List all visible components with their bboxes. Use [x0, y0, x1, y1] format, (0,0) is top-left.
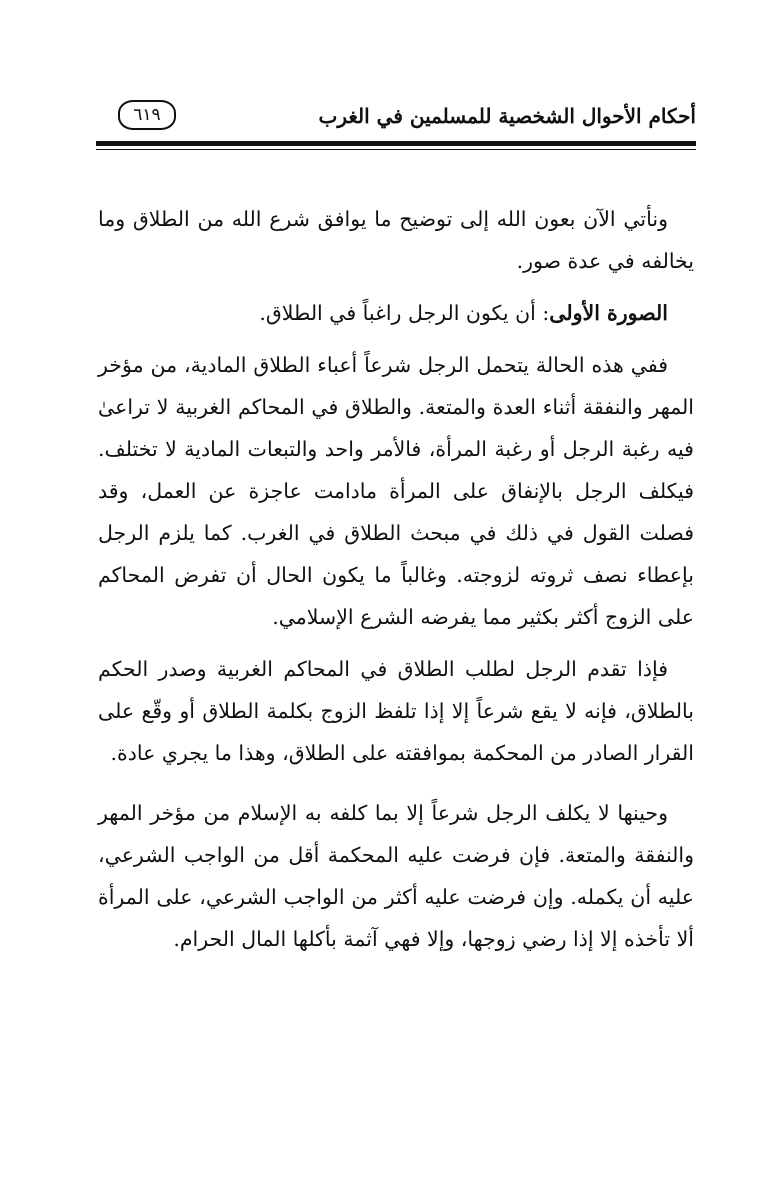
paragraph-intro: ونأتي الآن بعون الله إلى توضيح ما يوافق شرع الله من الطلاق وما يخالفه في عدة صور.: [98, 207, 694, 273]
paragraph-court-divorce: فإذا تقدم الرجل لطلب الطلاق في المحاكم الغربية وصدر الحكم بالطلاق، فإنه لا يقع شرعاً إلا إذا تلفظ الزوج بكلمة الطلاق أو وقّع على القرار الصادر من المحكمة بموافقته على الطلاق، وهذا ما يجري عادة.: [98, 657, 694, 765]
first-case-text: : أن يكون الرجل راغباً في الطلاق.: [259, 301, 550, 325]
page-header: [96, 100, 696, 140]
body-text: [98, 198, 694, 960]
first-case-heading: الصورة الأولى: [549, 301, 668, 325]
paragraph-financial-burdens: ففي هذه الحالة يتحمل الرجل شرعاً أعباء الطلاق المادية، من مؤخر المهر والنفقة أثناء العدة والمتعة. والطلاق في المحاكم الغربية لا تراعىٰ فيه رغبة الرجل أو رغبة المرأة، فالأمر واحد والتبعات المادية لا تختلف. فيكلف الرجل بالإنفاق على المرأة مادامت عاجزة عن العمل، وقد فصلت القول في ذلك في مبحث الطلاق في الغرب. كما يلزم الرجل بإعطاء نصف ثروته لزوجته. وغالباً ما يكون الحال أن تفرض المحاكم على الزوج أكثر بكثير مما يفرضه الشرع الإسلامي.: [98, 353, 694, 629]
header-rule-thick: [96, 141, 696, 146]
paragraph-obligations: وحينها لا يكلف الرجل شرعاً إلا بما كلفه به الإسلام من مؤخر المهر والنفقة والمتعة. فإن فرضت عليه المحكمة أقل من الواجب الشرعي، عليه أن يكمله. وإن فرضت عليه أكثر من الواجب الشرعي، على المرأة ألا تأخذه إلا إذا رضي زوجها، وإلا فهي آثمة بأكلها المال الحرام.: [98, 801, 694, 951]
header-rule-thin: [96, 149, 696, 150]
paragraph-first-case: [98, 292, 694, 334]
running-title: أحكام الأحوال الشخصية للمسلمين في الغرب: [318, 104, 696, 128]
page-number: ٦١٩: [118, 100, 176, 130]
